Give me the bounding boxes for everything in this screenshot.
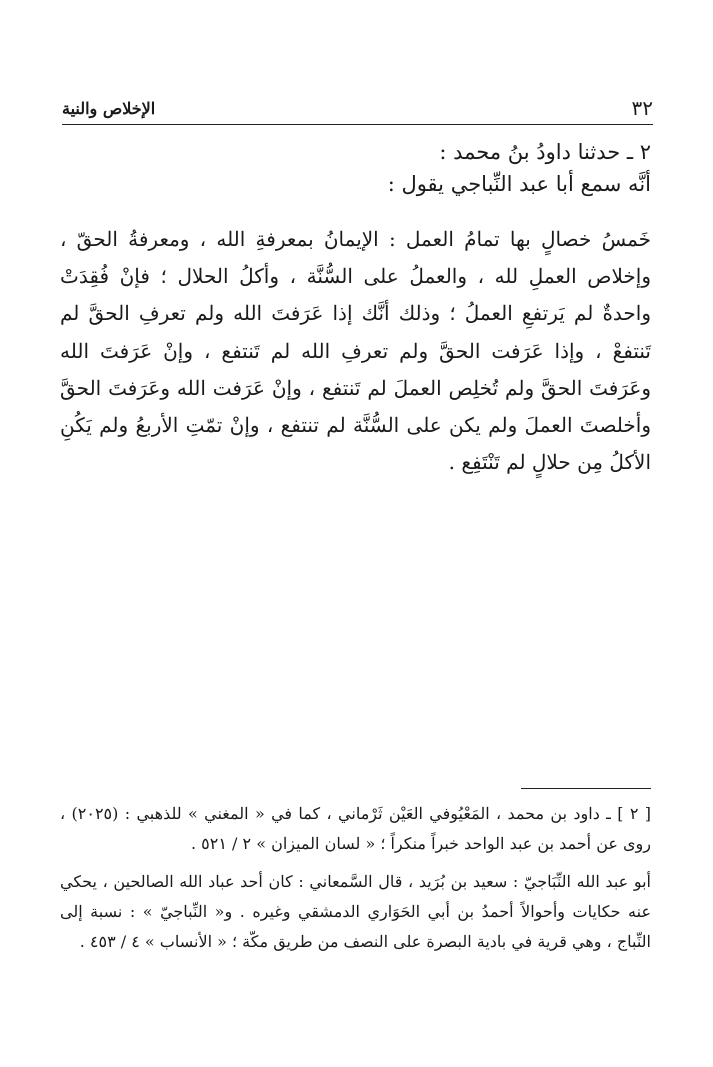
page-header [62,96,653,125]
footnote-nibaji: أبو عبد الله النِّبَاجيّ : سعيد بن بُرَيد ، قال السَّمعاني : كان أحد عباد الله الصالحين ، يحكي عنه حكايات وأحوالاً أحمدُ بن أبي الحَوَاري الدمشقي وغيره . و« النِّباجيّ » : نسبة إلى النِّباج ، وهي قرية في بادية البصرة على النصف من طريق مكّة ؛ « الأنساب » ٤ / ٤٥٣ . [60,872,651,951]
page-number: ٣٢ [631,96,653,120]
main-text [60,137,651,501]
footnote-separator [521,788,651,789]
running-title: الإخلاص والنية [62,99,156,118]
narrator-line: ٢ ـ حدثنا داودُ بنُ محمد : [439,140,651,164]
footnotes [60,799,651,957]
footnote-narrator: [ ٢ ] ـ داود بن محمد ، المَعْيُوفي العَيْن ثَرْماني ، كما في « المغني » للذهبي : (٢٠٢٥) ، روى عن أحمد بن عبد الواحد خبراً منكراً ؛ « لسان الميزان » ٢ / ٥٢١ . [60,804,651,853]
intro-line: أنَّه سمع أبا عبد النِّباجي يقول : [387,172,651,196]
body-paragraph: خَمسُ خصالٍ بها تمامُ العمل : الإيمانُ بمعرفةِ الله ، ومعرفةُ الحقّ ، وإخلاص العملِ لله ، والعملُ على السُّنَّة ، وأكلُ الحلال ؛ فإنْ فُقِدَتْ واحدةٌ لم يَرتفعِ العملُ ؛ وذلك أنَّك إذا عَرَفتَ الله ولم تعرفِ الحقَّ لم تَنتفعْ ، وإذا عَرَفت الحقَّ ولم تعرفِ الله لم تَنتفع ، وإنْ عَرَفتَ الله وعَرَفتَ الحقَّ ولم تُخلِص العملَ لم تَنتفع ، وإنْ عَرَفت الله وعَرَفتَ الحقَّ وأخلصتَ العملَ ولم يكن على السُّنَّة لم تنتفع ، وإنْ تمّتِ الأربعُ ولم يَكُنِ الأكلُ مِن حلالٍ لم تَنْتَفِع . [60,227,651,475]
